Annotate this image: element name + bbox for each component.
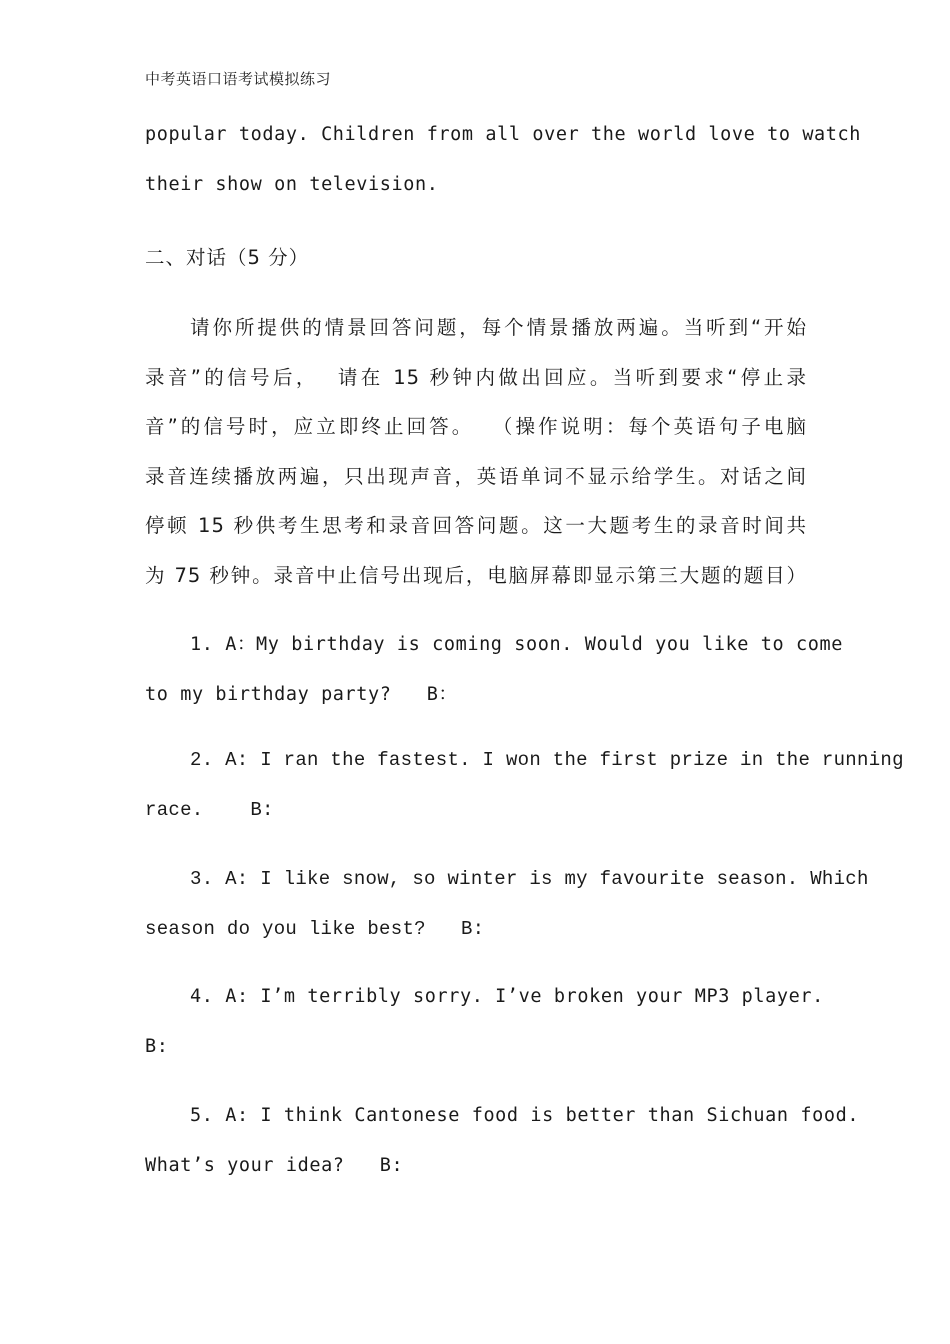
question-3-line-1: 3. A: I like snow, so winter is my favourite season. Which: [190, 868, 869, 890]
question-2-line-2: race. B:: [145, 799, 274, 821]
section-heading: 二、对话（5 分）: [145, 246, 310, 269]
instruction-line-2: 录音”的信号后， 请在 15 秒钟内做出回应。当听到要求“停止录: [145, 366, 807, 389]
instruction-line-4: 录音连续播放两遍，只出现声音，英语单词不显示给学生。对话之间: [145, 465, 807, 488]
instruction-line-3: 音”的信号时，应立即终止回答。 （操作说明：每个英语句子电脑: [145, 415, 807, 438]
question-5-line-2: What’s your idea? B:: [145, 1155, 404, 1176]
question-4-line-2: B:: [145, 1036, 169, 1057]
question-5-line-1: 5. A: I think Cantonese food is better than Sichuan food.: [190, 1105, 860, 1126]
continuation-line-1: popular today. Children from all over the world love to watch: [145, 124, 862, 145]
page-header: 中考英语口语考试模拟练习: [145, 70, 332, 88]
instruction-line-1: 请你所提供的情景回答问题，每个情景播放两遍。当听到“开始: [190, 316, 807, 339]
instruction-line-5: 停顿 15 秒供考生思考和录音回答问题。这一大题考生的录音时间共: [145, 514, 807, 537]
continuation-line-2: their show on television.: [145, 174, 439, 195]
question-1-line-1: 1. A：My birthday is coming soon. Would you like to come: [190, 634, 843, 655]
question-4-line-1: 4. A: I’m terribly sorry. I’ve broken your MP3 player.: [190, 986, 824, 1007]
question-3-line-2: season do you like best? B:: [145, 918, 485, 940]
question-2-line-1: 2. A: I ran the fastest. I won the first prize in the running: [190, 749, 904, 771]
instruction-line-6: 为 75 秒钟。录音中止信号出现后，电脑屏幕即显示第三大题的题目）: [145, 564, 807, 587]
question-1-line-2: to my birthday party? B：: [145, 684, 458, 705]
